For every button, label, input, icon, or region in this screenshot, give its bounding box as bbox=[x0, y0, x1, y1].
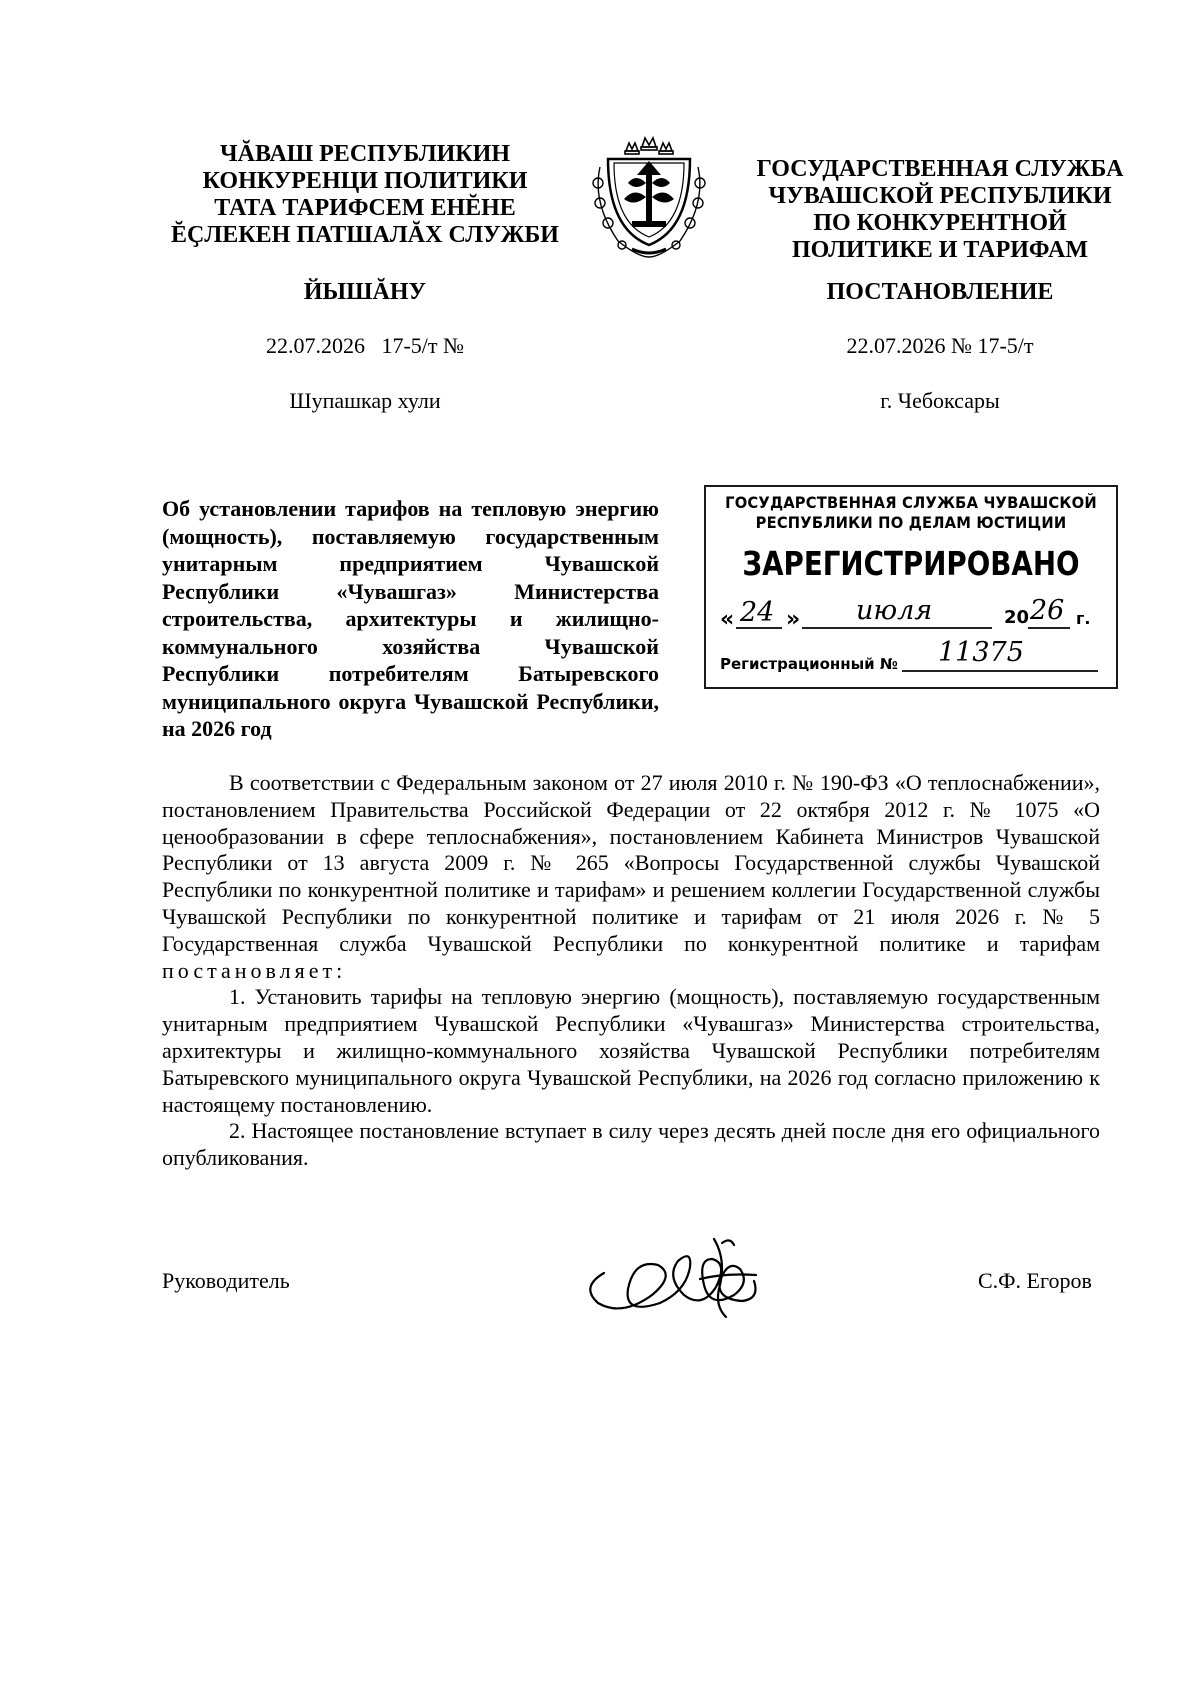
header-left-line: ЧĂВАШ РЕСПУБЛИКИН bbox=[220, 141, 510, 167]
stamp-month: июля bbox=[856, 595, 933, 626]
date-number-chuvash: 22.07.2026 17-5/т № bbox=[265, 333, 465, 358]
stamp-close-quote: » bbox=[786, 607, 801, 632]
stamp-org-line: РЕСПУБЛИКИ ПО ДЕЛАМ ЮСТИЦИИ bbox=[755, 513, 1067, 532]
header-left-line: ĔҪЛЕКЕН ПАТШАЛĂХ СЛУЖБИ bbox=[171, 222, 559, 248]
stamp-year-suffix: 26 bbox=[1030, 595, 1065, 626]
signature-position: Руководитель bbox=[162, 1268, 290, 1293]
city-russian: г. Чебоксары bbox=[880, 388, 1000, 413]
body-item-1: 1. Установить тарифы на тепловую энергию (мощность), поставляемую государственным унитарным предприятием Чувашской Республики «Чувашгаз» Министерства строительства, архитектуры и жилищно-коммунального хозяйства Чувашской Республики потребителям Батыревского муниципального округа Чувашской Республики, на 2026 год согласно приложению к настоящему постановлению. bbox=[162, 984, 1100, 1117]
body-intro-spaced: постановляет: bbox=[162, 957, 347, 983]
stamp-day: 24 bbox=[740, 597, 775, 628]
stamp-registered-label: ЗАРЕГИСТРИРОВАНО bbox=[742, 544, 1080, 583]
header-right-line: ГОСУДАРСТВЕННАЯ СЛУЖБА bbox=[756, 156, 1124, 182]
header-right-line: ЧУВАШСКОЙ РЕСПУБЛИКИ bbox=[768, 183, 1112, 209]
header-left-org bbox=[150, 141, 580, 249]
city-chuvash: Шупашкар хули bbox=[289, 388, 441, 413]
stamp-org-line: ГОСУДАРСТВЕННАЯ СЛУЖБА ЧУВАШСКОЙ bbox=[725, 493, 1097, 512]
body-intro-text: В соответствии с Федеральным законом от 27 июля 2010 г. № 190-ФЗ «О теплоснабжении», постановлением Правительства Российской Федерации от 22 октября 2012 г. № 1075 «О ценообразовании в сфере теплоснабжения», постановлением Кабинета Министров Чувашской Республики от 13 августа 2009 г. № 265 «Вопросы Государственной службы Чувашской Республики по конкурентной политике и тарифам» и решением коллегии Государственной службы Чувашской Республики по конкурентной политике и тарифам от 21 июля 2026 г. № 5 Государственная служба Чувашской Республики по конкурентной политике и тарифам bbox=[162, 770, 1100, 956]
header-right-line: ПОЛИТИКЕ И ТАРИФАМ bbox=[791, 237, 1088, 263]
registration-stamp bbox=[704, 485, 1118, 689]
stamp-year-unit: г. bbox=[1076, 609, 1091, 628]
header-left-line: КОНКУРЕНЦИ ПОЛИТИКИ bbox=[202, 168, 528, 194]
signatory-name: С.Ф. Егоров bbox=[978, 1268, 1092, 1293]
header-right-line: ПО КОНКУРЕНТНОЙ bbox=[813, 210, 1067, 236]
body-intro bbox=[162, 770, 1100, 984]
doc-type-russian: ПОСТАНОВЛЕНИЕ bbox=[826, 279, 1054, 305]
body-item-2: 2. Настоящее постановление вступает в силу через десять дней после дня его официального опубликования. bbox=[162, 1118, 1100, 1171]
stamp-year-prefix: 20 bbox=[1004, 607, 1030, 628]
stamp-reg-label: Регистрационный № bbox=[720, 655, 898, 673]
stamp-open-quote: « bbox=[720, 607, 735, 632]
doc-type-chuvash: ЙЫШĂНУ bbox=[303, 279, 427, 305]
document-body bbox=[162, 770, 1100, 1172]
handwritten-signature-icon bbox=[574, 1225, 774, 1325]
document-subject: Об установлении тарифов на тепловую энергию (мощность), поставляемую государственным унитарным предприятием Чувашской Республики «Чувашгаз» Министерства строительства, архитектуры и жилищно-коммунального хозяйства Чувашской Республики потребителям Батыревского муниципального округа Чувашской Республики, на 2026 год bbox=[162, 496, 659, 741]
header-left-line: ТАТА ТАРИФСЕМ ЕНĔНЕ bbox=[214, 195, 516, 221]
stamp-reg-number: 11375 bbox=[938, 637, 1024, 668]
header-right-org bbox=[740, 156, 1140, 264]
date-number-russian: 22.07.2026 № 17-5/т bbox=[846, 333, 1034, 358]
chuvash-coat-of-arms-icon bbox=[588, 133, 710, 261]
